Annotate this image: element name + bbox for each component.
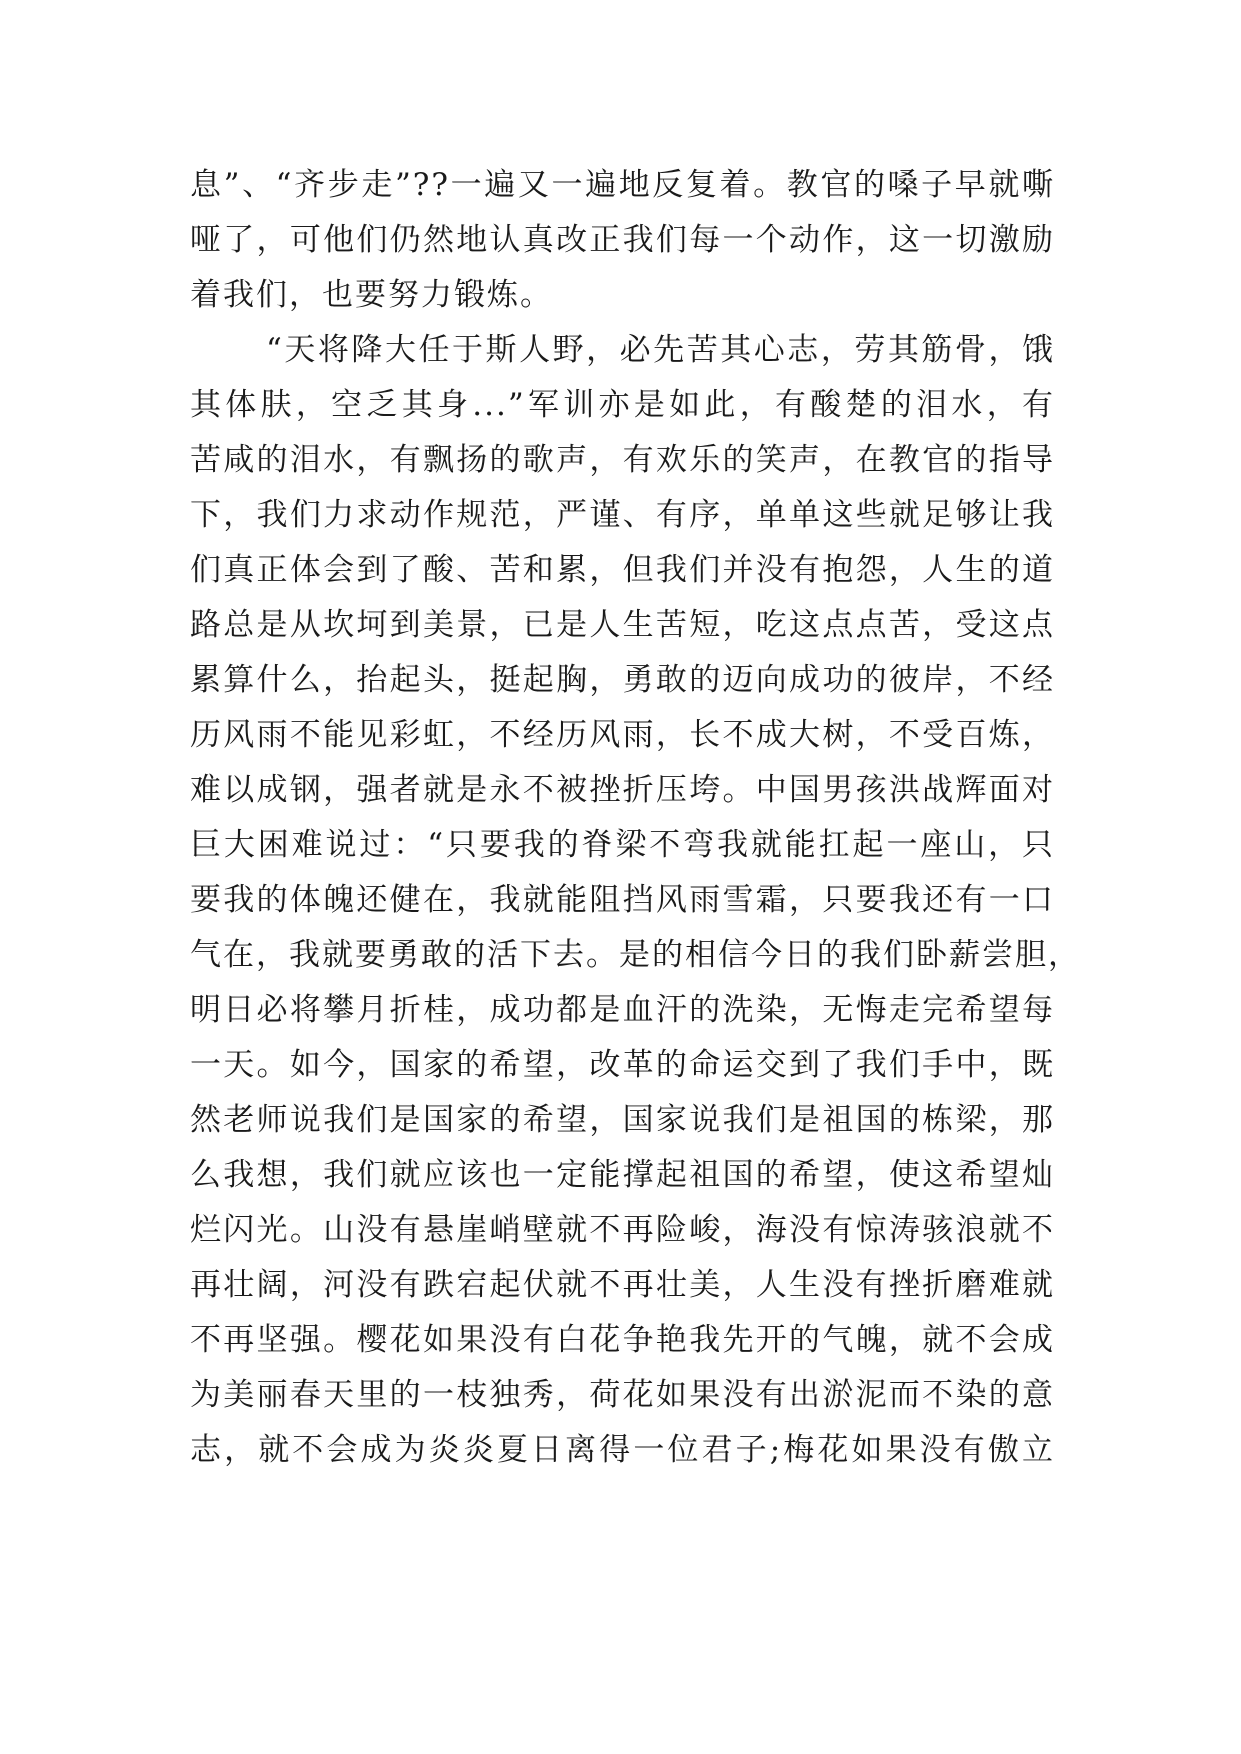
text-line: 为美丽春天里的一枝独秀，荷花如果没有出淤泥而不染的意 [190,1377,1055,1413]
text-line: 烂闪光。山没有悬崖峭壁就不再险峻，海没有惊涛骇浪就不 [190,1212,1055,1248]
text-line: 志，就不会成为炎炎夏日离得一位君子;梅花如果没有傲立 [190,1432,1055,1468]
text-line: 历风雨不能见彩虹，不经历风雨，长不成大树，不受百炼， [190,717,1055,753]
paragraph-1 [190,158,1055,323]
text-line: 息”、“齐步走”??一遍又一遍地反复着。教官的嗓子早就嘶 [190,167,1055,203]
text-line: 么我想，我们就应该也一定能撑起祖国的希望，使这希望灿 [190,1157,1055,1193]
text-line: 气在，我就要勇敢的活下去。是的相信今日的我们卧薪尝胆， [190,937,1081,973]
text-line: 累算什么，抬起头，挺起胸，勇敢的迈向成功的彼岸，不经 [190,662,1055,698]
text-line: 其体肤，空乏其身...”军训亦是如此，有酸楚的泪水，有 [190,387,1055,423]
text-line: 苦咸的泪水，有飘扬的歌声，有欢乐的笑声，在教官的指导 [190,442,1055,478]
text-line: 难以成钢，强者就是永不被挫折压垮。中国男孩洪战辉面对 [190,772,1055,808]
text-line: 明日必将攀月折桂，成功都是血汗的洗染，无悔走完希望每 [190,992,1055,1028]
text-line: 然老师说我们是国家的希望，国家说我们是祖国的栋梁，那 [190,1102,1055,1138]
text-line: 巨大困难说过：“只要我的脊梁不弯我就能扛起一座山，只 [190,827,1055,863]
text-line: 哑了，可他们仍然地认真改正我们每一个动作，这一切激励 [190,222,1055,258]
text-line: 再壮阔，河没有跌宕起伏就不再壮美，人生没有挫折磨难就 [190,1267,1055,1303]
text-line: 下，我们力求动作规范，严谨、有序，单单这些就足够让我 [190,497,1055,533]
text-line: “天将降大任于斯人野，必先苦其心志，劳其筋骨，饿 [266,332,1055,368]
paragraph-2 [190,323,1081,1478]
text-line: 们真正体会到了酸、苦和累，但我们并没有抱怨，人生的道 [190,552,1055,588]
text-line: 路总是从坎坷到美景，已是人生苦短，吃这点点苦，受这点 [190,607,1055,643]
text-line: 着我们，也要努力锻炼。 [190,277,553,313]
body-text [190,158,1081,1478]
text-line: 不再坚强。樱花如果没有白花争艳我先开的气魄，就不会成 [190,1322,1055,1358]
text-line: 要我的体魄还健在，我就能阻挡风雨雪霜，只要我还有一口 [190,882,1055,918]
text-line: 一天。如今，国家的希望，改革的命运交到了我们手中，既 [190,1047,1055,1083]
